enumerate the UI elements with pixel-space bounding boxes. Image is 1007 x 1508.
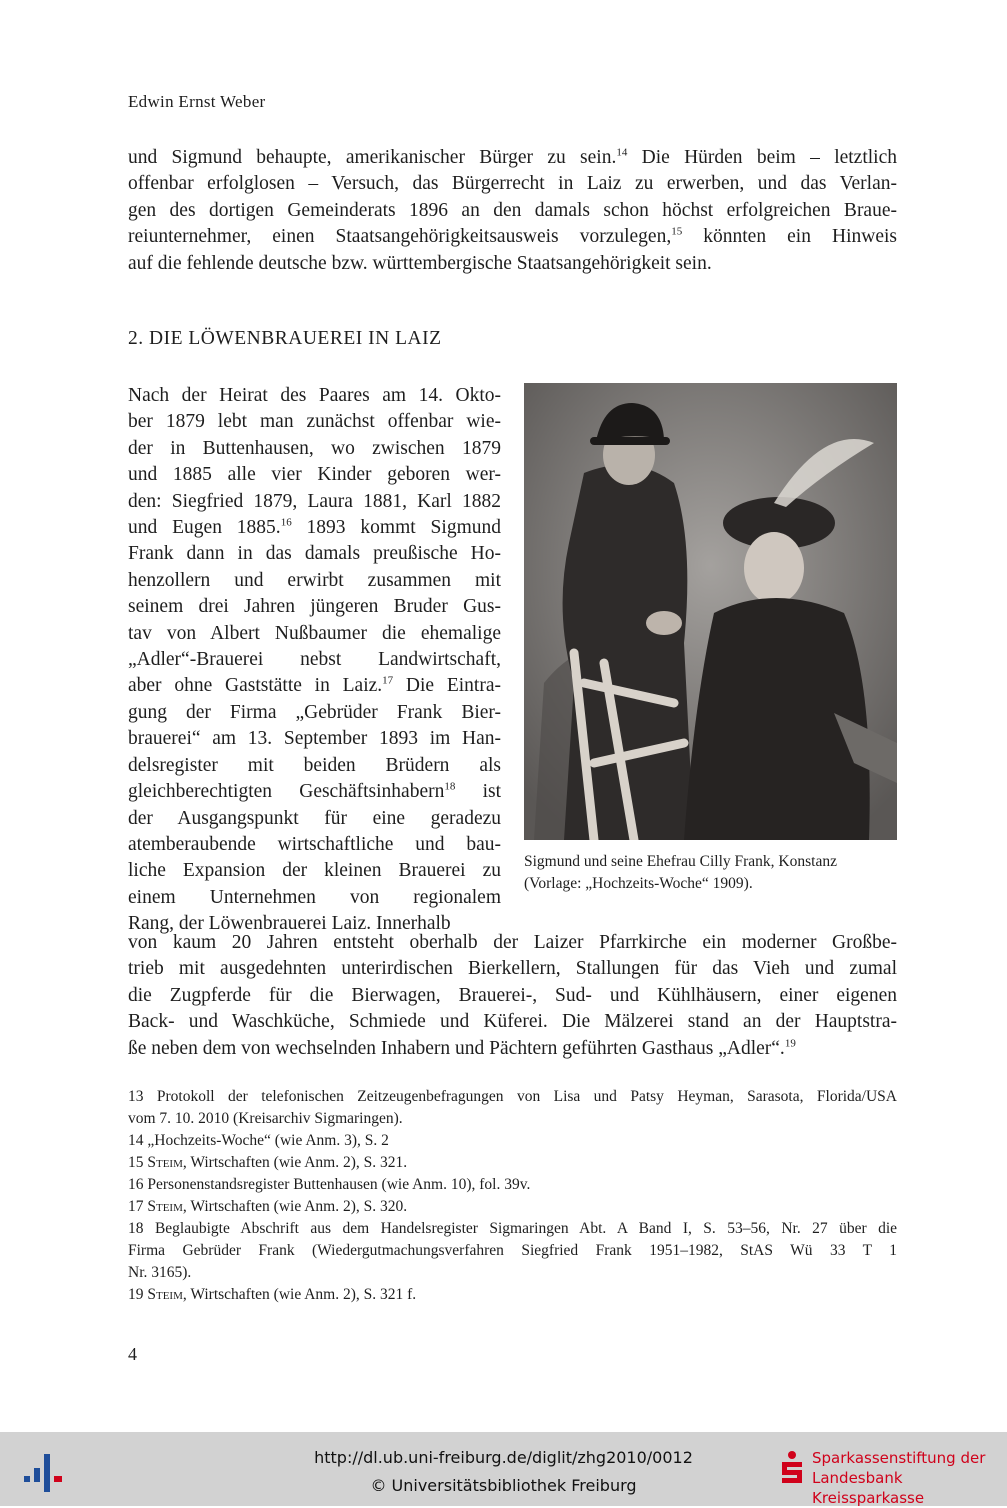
- text-line: und Sigmund behaupte, amerikanischer Bürger zu sein.$^{14}$ Die Hürden beim – letztlich: [128, 146, 897, 168]
- footnote-text: , Wirtschaften (wie Anm. 2), S. 321 f.: [182, 1286, 417, 1303]
- text-line: liche Expansion der kleinen Brauerei zu: [128, 860, 501, 882]
- text-line: auf die fehlende deutsche bzw. württembergische Staatsangehörigkeit sein.: [128, 252, 712, 274]
- intro-paragraph: [128, 145, 897, 277]
- text-line: brauerei“ am 13. September 1893 im Han-: [128, 728, 501, 750]
- footnote-reference[interactable]: 16: [280, 516, 292, 529]
- footnote-number: 19: [128, 1286, 148, 1303]
- page-header-author: Edwin Ernst Weber: [128, 92, 266, 111]
- section-heading: 2. DIE LÖWENBRAUEREI IN LAIZ: [128, 328, 442, 349]
- body-paragraph-full: [128, 930, 897, 1062]
- footnote-author: Steim: [147, 1286, 183, 1303]
- sponsor-line: Landesbank Kreissparkasse: [812, 1469, 925, 1507]
- footnote-14: 14 „Hochzeits-Woche“ (wie Anm. 3), S. 2: [128, 1132, 389, 1149]
- text-line: delsregister mit beiden Brüdern als: [128, 754, 501, 776]
- footnote-18-cont: Nr. 3165).: [128, 1264, 192, 1281]
- document-url-link[interactable]: http://dl.ub.uni-freiburg.de/diglit/zhg2010/0012: [314, 1448, 693, 1467]
- footnote-13: 13 Protokoll der telefonischen Zeitzeugenbefragungen von Lisa und Patsy Heyman, Sarasota, Florida/USA: [128, 1088, 897, 1105]
- text-line: henzollern und erwirbt zusammen mit: [128, 569, 501, 591]
- text-line: die Zugpferde für die Bierwagen, Brauerei-, Sud- und Kühlhäusern, einer eigenen: [128, 984, 897, 1006]
- footnote-15: [128, 1152, 897, 1174]
- footnote-number: 17: [128, 1198, 148, 1215]
- text-line: von kaum 20 Jahren entsteht oberhalb der Laizer Pfarrkirche ein moderner Großbe-: [128, 932, 897, 953]
- footnote-16: 16 Personenstandsregister Buttenhausen (wie Anm. 10), fol. 39v.: [128, 1176, 531, 1193]
- text-line: offenbar erfolglosen – Versuch, das Bürgerrecht in Laiz zu erwerben, und das Verlan-: [128, 173, 897, 195]
- caption-line: (Vorlage: „Hochzeits-Woche“ 1909).: [524, 875, 753, 892]
- footnote-18-cont: Firma Gebrüder Frank (Wiedergutmachungsverfahren Siegfried Frank 1951–1982, StAS Wü 33 T 1: [128, 1242, 897, 1259]
- text-line: ber 1879 lebt man zunächst offenbar wie-: [128, 411, 501, 433]
- photo-caption: [524, 851, 897, 895]
- footnote-reference[interactable]: 15: [671, 225, 683, 238]
- text-line: Nach der Heirat des Paares am 14. Okto-: [128, 385, 501, 406]
- footnote-reference[interactable]: 17: [382, 674, 394, 687]
- sparkasse-logo-icon[interactable]: [780, 1450, 804, 1486]
- page-number: 4: [128, 1344, 137, 1364]
- text-line: seinem drei Jahren jüngeren Bruder Gus-: [128, 596, 501, 618]
- text-line: atemberaubende wirtschaftliche und bau-: [128, 833, 501, 855]
- footnote-17: [128, 1196, 897, 1218]
- footnotes: [128, 1086, 897, 1306]
- footnote-reference[interactable]: 14: [616, 146, 628, 159]
- caption-line: Sigmund und seine Ehefrau Cilly Frank, Konstanz: [524, 853, 837, 870]
- footnote-19: [128, 1284, 897, 1306]
- footnote-author: Steim: [147, 1154, 183, 1171]
- body-paragraph-narrow: [128, 383, 501, 938]
- sponsor-line: Sparkassenstiftung der: [812, 1449, 986, 1467]
- text-line: den: Siegfried 1879, Laura 1881, Karl 1882: [128, 490, 501, 512]
- text-line: und 1885 alle vier Kinder geboren wer-: [128, 464, 501, 486]
- text-line: und Eugen 1885.16 1893 kommt Sigmund: [128, 516, 501, 539]
- footnote-18: 18 Beglaubigte Abschrift aus dem Handelsregister Sigmaringen Abt. A Band I, S. 53–56, Nr. 27 über die: [128, 1220, 897, 1237]
- footnote-reference[interactable]: 18: [444, 780, 456, 793]
- text-line: der in Buttenhausen, wo zwischen 1879: [128, 437, 501, 459]
- text-line: der Ausgangspunkt für eine geradezu: [128, 807, 501, 829]
- footnote-number: 15: [128, 1154, 148, 1171]
- footer-bar: [0, 1432, 1007, 1506]
- text-line: Rang, der Löwenbrauerei Laiz. Innerhalb: [128, 913, 451, 935]
- text-line: reiunternehmer, einen Staatsangehörigkeitsausweis vorzulegen,$^{15}$ könnten ein Hinweis: [128, 225, 897, 248]
- footnote-author: Steim: [147, 1198, 183, 1215]
- couple-photo-illustration: [524, 383, 897, 840]
- footnote-text: , Wirtschaften (wie Anm. 2), S. 320.: [182, 1198, 408, 1215]
- footnote-reference[interactable]: 19: [784, 1037, 796, 1050]
- text-line: einem Unternehmen von regionalem: [128, 886, 501, 908]
- historical-photo: [524, 383, 897, 840]
- footnote-text: , Wirtschaften (wie Anm. 2), S. 321.: [182, 1154, 408, 1171]
- text-line: Back- und Waschküche, Schmiede und Küferei. Die Mälzerei stand an der Hauptstra-: [128, 1011, 897, 1033]
- text-line: gung der Firma „Gebrüder Frank Bier-: [128, 701, 501, 723]
- sponsor-name[interactable]: [812, 1448, 1007, 1508]
- text-line: gleichberechtigten Geschäftsinhabern$^{18}$ ist: [128, 780, 501, 803]
- text-line: trieb mit ausgedehnten unterirdischen Bierkellern, Stallungen für das Vieh und zumal: [128, 958, 897, 980]
- text-line: „Adler“-Brauerei nebst Landwirtschaft,: [128, 649, 501, 671]
- footnote-13-cont: vom 7. 10. 2010 (Kreisarchiv Sigmaringen).: [128, 1110, 403, 1127]
- text-line: aber ohne Gaststätte in Laiz.$^{17}$ Die Eintra-: [128, 674, 501, 697]
- text-line: tav von Albert Nußbaumer die ehemalige: [128, 622, 501, 644]
- copyright-text: © Universitätsbibliothek Freiburg: [370, 1476, 637, 1495]
- text-line: gen des dortigen Gemeinderats 1896 an den damals schon höchst erfolgreichen Braue-: [128, 199, 897, 221]
- text-line: Frank dann in das damals preußische Ho-: [128, 543, 501, 565]
- text-line: ße neben dem von wechselnden Inhabern und Pächtern geführten Gasthaus „Adler“.$^{19}$: [128, 1037, 796, 1059]
